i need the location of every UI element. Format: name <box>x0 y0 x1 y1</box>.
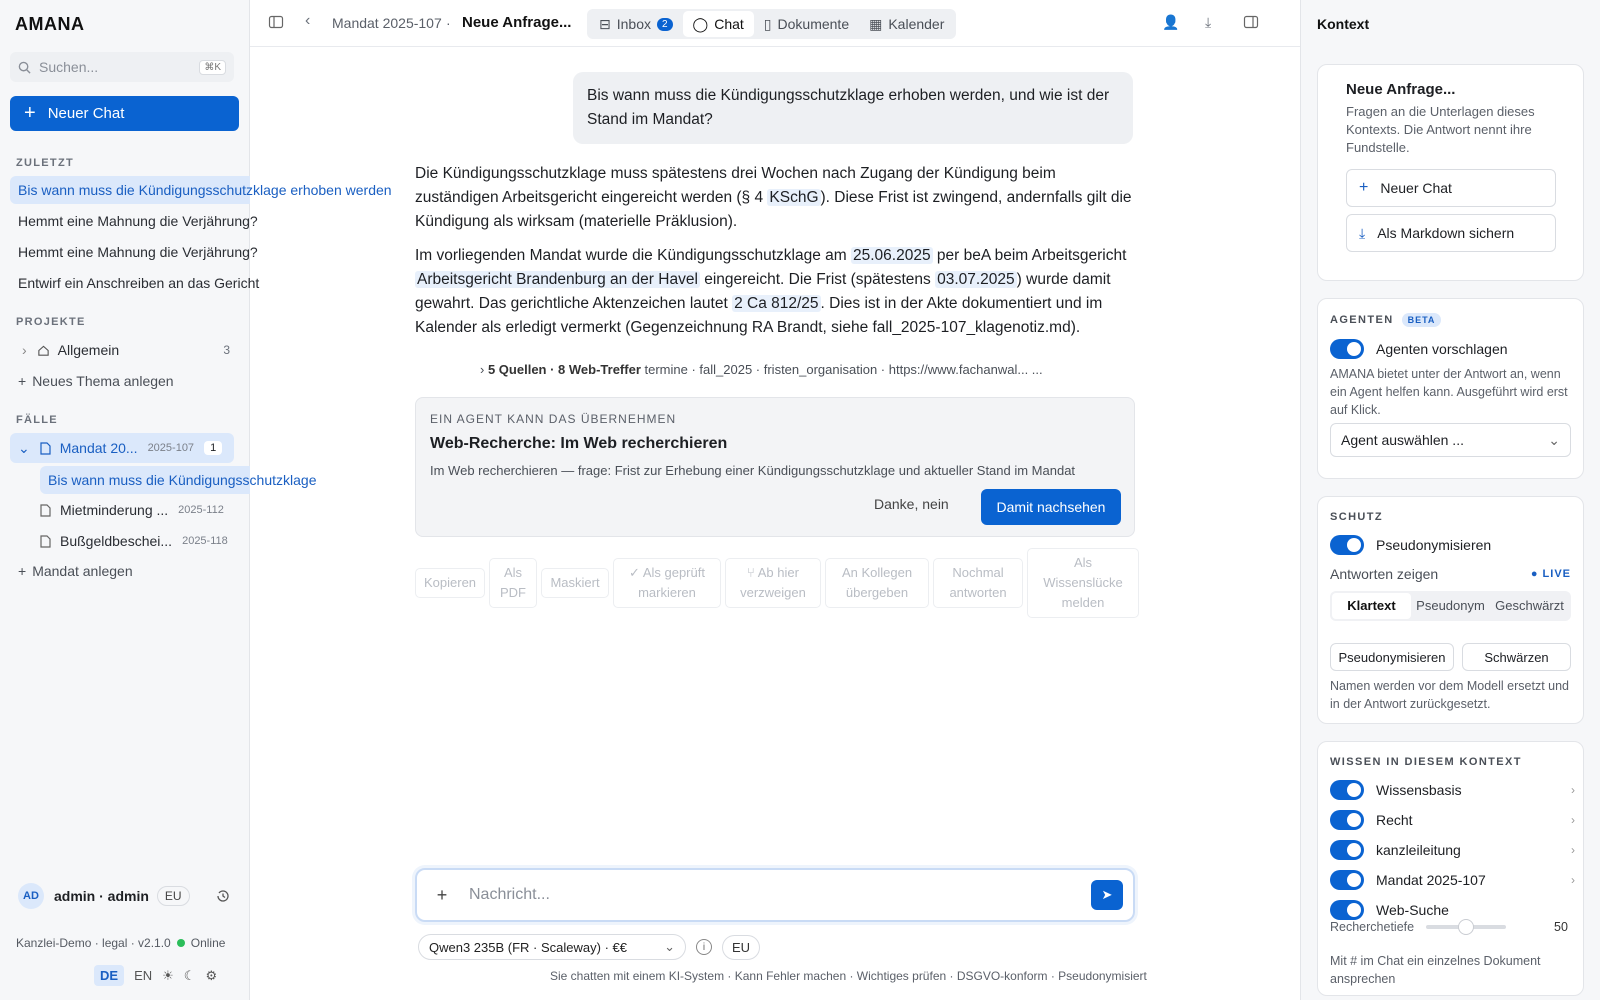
page-title: Neue Anfrage... <box>462 14 572 31</box>
context-title: Kontext <box>1317 16 1370 32</box>
case-code: 2025-107 <box>147 442 195 454</box>
pdf-button[interactable]: Als PDF <box>489 558 537 608</box>
case-item-2025-112[interactable] <box>40 495 224 525</box>
chevron-right-icon[interactable]: › <box>1571 813 1575 827</box>
sources-count: 5 Quellen · 8 Web-Treffer <box>487 362 641 377</box>
answer-paragraph <box>415 244 1135 340</box>
case-subchat-item[interactable]: Bis wann muss die Kündigungsschutzklage <box>40 466 250 494</box>
add-case-label: Mandat anlegen <box>32 563 133 579</box>
pseudonymize-toggle-row <box>1330 535 1575 555</box>
chevron-down-icon: ⌄ <box>18 439 30 456</box>
agent-select[interactable] <box>1330 423 1571 457</box>
plus-icon: + <box>24 102 36 124</box>
tab-chat[interactable] <box>683 11 754 37</box>
mark-verified-button[interactable]: ✓ Als geprüft markieren <box>613 558 721 608</box>
agent-card-desc: Im Web recherchieren — frage: Frist zur Erhebung einer Kündigungsschutzklage und aktueller Stand im Mandat <box>430 463 1076 478</box>
model-row <box>418 934 760 960</box>
knowledge-toggle[interactable] <box>1330 780 1364 800</box>
inbox-icon: ⊟ <box>599 15 611 32</box>
recent-chat-item[interactable]: Bis wann muss die Kündigungsschutzklage erhoben werden <box>10 176 250 204</box>
chevron-right-icon[interactable]: › <box>1571 873 1575 887</box>
protection-desc: Namen werden vor dem Modell ersetzt und in der Antwort zurückgesetzt. <box>1330 679 1570 711</box>
sources-list: termine · fall_2025 · fristen_organisation · https://www.fachanwal... ... <box>644 362 1043 377</box>
copy-button[interactable]: Kopieren <box>415 568 485 598</box>
breadcrumb[interactable]: Mandat 2025-107 <box>332 15 442 31</box>
case-item-2025-118[interactable] <box>40 526 228 556</box>
case-code: 2025-112 <box>178 504 224 516</box>
segment-plaintext[interactable]: Klartext <box>1332 593 1411 619</box>
save-markdown-button[interactable] <box>1346 214 1556 252</box>
region-badge: EU <box>157 886 190 906</box>
knowledge-toggle[interactable] <box>1330 840 1364 860</box>
pseudonymize-toggle[interactable] <box>1330 535 1364 555</box>
lang-en[interactable]: EN <box>134 968 153 983</box>
web-search-toggle[interactable] <box>1330 900 1364 920</box>
recent-section-label: ZULETZT <box>16 157 74 169</box>
view-tabs <box>587 9 956 39</box>
footer-meta <box>16 936 225 950</box>
knowledge-row <box>1330 780 1575 800</box>
accept-agent-button[interactable]: Damit nachsehen <box>981 489 1121 525</box>
add-topic-label: Neues Thema anlegen <box>32 373 174 389</box>
regenerate-button[interactable]: Nochmal antworten <box>933 558 1023 608</box>
calendar-icon: ▦ <box>869 15 883 32</box>
chevron-down-icon: ⌄ <box>664 939 675 954</box>
answer-text: per beA beim Arbeitsgericht <box>932 247 1127 264</box>
citation-highlight[interactable]: KSchG <box>769 189 819 206</box>
document-icon: ▯ <box>763 15 772 32</box>
knowledge-row <box>1330 810 1575 830</box>
avatar[interactable]: AD <box>18 883 44 909</box>
redact-button[interactable]: Schwärzen <box>1462 643 1571 671</box>
breadcrumb-separator: · <box>446 15 451 31</box>
add-case-button[interactable] <box>18 563 133 579</box>
search-placeholder: Suchen... <box>39 59 99 75</box>
knowledge-label: Web-Suche <box>1376 902 1449 918</box>
chevron-right-icon: › <box>22 342 27 358</box>
masked-button[interactable]: Maskiert <box>541 568 609 598</box>
chevron-right-icon: › <box>480 362 485 377</box>
tab-label: Chat <box>714 16 744 32</box>
chevron-right-icon[interactable]: › <box>1571 783 1575 797</box>
protection-section-label: SCHUTZ <box>1330 511 1384 523</box>
moon-icon[interactable]: ☾ <box>183 967 196 983</box>
lang-de[interactable]: DE <box>94 965 124 986</box>
live-indicator: ● LIVE <box>1530 568 1571 580</box>
slider-knob[interactable] <box>1458 919 1474 935</box>
tab-documents[interactable] <box>754 11 859 37</box>
knowledge-row <box>1330 840 1575 860</box>
model-name: Qwen3 235B (FR · Scaleway) · €€ <box>429 939 627 955</box>
send-icon: ➤ <box>1101 887 1113 902</box>
add-person-icon[interactable]: 👤 <box>1162 14 1180 30</box>
depth-value: 50 <box>1554 920 1568 934</box>
context-card-title: Neue Anfrage... <box>1346 81 1456 98</box>
agents-suggest-toggle[interactable] <box>1330 339 1364 359</box>
send-button[interactable] <box>1091 880 1123 910</box>
sun-icon[interactable]: ☀ <box>162 967 174 983</box>
file-icon <box>40 442 51 455</box>
knowledge-label: Recht <box>1376 812 1413 828</box>
add-topic-button[interactable] <box>18 373 174 389</box>
live-label: LIVE <box>1542 568 1571 580</box>
case-code: 2025-118 <box>182 535 228 547</box>
protection-card <box>1317 496 1584 724</box>
info-icon[interactable]: i <box>696 939 712 955</box>
knowledge-label: Wissensbasis <box>1376 782 1462 798</box>
project-item-allgemein[interactable] <box>18 337 230 363</box>
back-chevron-icon[interactable]: ‹ <box>305 12 311 29</box>
model-select[interactable] <box>418 934 686 960</box>
knowledge-toggle[interactable] <box>1330 870 1364 890</box>
citation-highlight[interactable]: 25.06.2025 <box>852 247 931 264</box>
answer-text: . Dies ist in der Akte dokumentiert und im Kalender als erledigt vermerkt (Gegenzeichnung RA Brandt, siehe fall_2025-107_klagenotiz.md). <box>415 295 1103 336</box>
history-icon[interactable] <box>216 889 230 903</box>
tab-label: Kalender <box>888 16 945 32</box>
download-icon: ⤓ <box>1359 224 1366 241</box>
handover-button[interactable]: An Kollegen übergeben <box>825 558 929 608</box>
agents-card <box>1317 298 1584 479</box>
tab-label: Dokumente <box>777 16 850 32</box>
pseudonymize-button[interactable]: Pseudonymisieren <box>1330 643 1454 671</box>
context-new-chat-button[interactable] <box>1346 169 1556 207</box>
plus-icon: + <box>1359 179 1369 196</box>
user-row <box>18 883 230 909</box>
segment-redacted[interactable]: Geschwärzt <box>1495 598 1564 613</box>
user-message: Bis wann muss die Kündigungsschutzklage erhoben werden, und wie ist der Stand im Mandat? <box>573 72 1133 144</box>
decline-button[interactable]: Danke, nein <box>874 496 949 512</box>
context-card <box>1317 64 1584 281</box>
agents-desc: AMANA bietet unter der Antwort an, wenn ein Agent helfen kann. Ausgeführt wird erst auf Klick. <box>1330 367 1568 417</box>
knowledge-section-label: WISSEN IN DIESEM KONTEXT <box>1330 756 1522 768</box>
tab-calendar[interactable] <box>859 11 954 37</box>
home-icon <box>37 344 50 357</box>
agents-section-label <box>1330 313 1441 327</box>
agent-select-value: Agent auswählen ... <box>1341 432 1464 448</box>
download-icon[interactable]: ⤓ <box>1205 14 1212 30</box>
toggle-label: Agenten vorschlagen <box>1376 341 1508 357</box>
agent-suggestion-card <box>415 397 1135 537</box>
case-name: Mandat 20... <box>59 440 138 456</box>
new-chat-button[interactable] <box>10 96 239 131</box>
tab-inbox[interactable] <box>589 11 683 37</box>
knowledge-toggle[interactable] <box>1330 810 1364 830</box>
project-name: Allgemein <box>57 342 120 358</box>
plus-icon: + <box>18 373 27 389</box>
answer-text: Die Kündigungsschutzklage muss spätestens drei Wochen nach Zugang der Kündigung beim zuständigen Arbeitsgericht eingereicht werden (§ 4 <box>415 165 1056 206</box>
message-input[interactable]: Nachricht... <box>469 886 550 903</box>
status-text: Online <box>190 936 226 950</box>
knowledge-row <box>1330 900 1575 920</box>
app-version: Kanzlei-Demo · legal · v2.1.0 <box>16 936 171 950</box>
agents-label: AGENTEN <box>1330 314 1394 326</box>
assistant-answer <box>415 162 1135 350</box>
branch-button[interactable]: ⑂ Ab hier verzweigen <box>725 558 821 608</box>
main-area <box>250 0 1300 1000</box>
case-item-2025-107[interactable] <box>10 433 234 463</box>
button-label: Neuer Chat <box>1380 180 1452 196</box>
citation-highlight[interactable]: 2 Ca 812/25 <box>734 295 819 312</box>
sources-toggle[interactable] <box>480 362 1043 377</box>
hash-hint: Mit # im Chat ein einzelnes Dokument ansprechen <box>1330 954 1541 986</box>
recent-chat-item[interactable]: Hemmt eine Mahnung die Verjährung? <box>18 244 258 260</box>
search-icon <box>18 61 31 74</box>
answer-view-segment <box>1330 591 1571 621</box>
panel-toggle-icon[interactable] <box>1243 14 1259 30</box>
search-input[interactable] <box>10 52 234 82</box>
agent-card-title: Web-Recherche: Im Web recherchieren <box>430 435 728 452</box>
message-actions <box>415 548 1139 618</box>
beta-badge: BETA <box>1402 313 1442 327</box>
segment-pseudonym[interactable]: Pseudonym <box>1416 598 1485 613</box>
ai-disclaimer: Sie chatten mit einem KI-System · Kann Fehler machen · Wichtiges prüfen · DSGVO-konform · Pseudonymisiert <box>550 969 1147 983</box>
agents-suggest-toggle-row <box>1330 339 1575 359</box>
brand-logo: AMANA <box>15 14 85 34</box>
button-label: Als Markdown sichern <box>1377 225 1515 241</box>
answer-text: ) wurde damit gewahrt. Das gerichtliche Aktenzeichen lautet <box>415 271 1111 312</box>
citation-highlight[interactable]: 03.07.2025 <box>937 271 1015 288</box>
answer-text: eingereicht. Die Frist (spätestens <box>699 271 936 288</box>
case-name: Bußgeldbeschei... <box>60 533 173 549</box>
file-icon <box>40 504 51 517</box>
inbox-count-badge: 2 <box>657 18 673 31</box>
depth-label: Recherchetiefe <box>1330 920 1415 934</box>
new-chat-label: Neuer Chat <box>47 105 125 122</box>
plus-icon: + <box>18 563 27 579</box>
chevron-right-icon[interactable]: › <box>1571 843 1575 857</box>
recent-chat-item[interactable]: Entwirf ein Anschreiben an das Gericht <box>18 275 260 291</box>
report-gap-button[interactable]: Als Wissenslücke melden <box>1027 548 1139 618</box>
agent-card-label: EIN AGENT KANN DAS ÜBERNEHMEN <box>430 412 677 426</box>
user-name: admin · admin <box>54 888 149 904</box>
answer-text: ). Diese Frist ist zwingend, andernfalls gilt die Kündigung als wirksam (materielle Präklusion). <box>415 189 1132 230</box>
projects-section-label: PROJEKTE <box>16 316 86 328</box>
case-badge: 1 <box>204 441 222 455</box>
sidebar-toggle-icon[interactable] <box>268 14 284 30</box>
context-card-desc: Fragen an die Unterlagen dieses Kontexts. Die Antwort nennt ihre Fundstelle. <box>1346 104 1535 155</box>
knowledge-row <box>1330 870 1575 890</box>
knowledge-card <box>1317 741 1584 996</box>
answers-show-label: Antworten zeigen <box>1330 566 1439 582</box>
project-count: 3 <box>223 343 230 357</box>
tab-label: Inbox <box>616 16 651 32</box>
chat-bubble-icon: ◯ <box>692 15 709 32</box>
file-icon <box>40 535 51 548</box>
context-panel <box>1300 0 1600 1000</box>
chevron-down-icon: ⌄ <box>1548 431 1560 448</box>
language-switch <box>94 965 217 986</box>
recent-chat-item[interactable]: Hemmt eine Mahnung die Verjährung? <box>18 213 258 229</box>
topbar <box>250 0 1300 47</box>
message-composer <box>415 868 1135 922</box>
knowledge-label: kanzleileitung <box>1376 842 1461 858</box>
attach-plus-icon[interactable]: + <box>436 884 448 905</box>
cases-section-label: FÄLLE <box>16 414 58 426</box>
answer-paragraph <box>415 162 1135 234</box>
answer-text: Im vorliegenden Mandat wurde die Kündigungsschutzklage am <box>415 247 851 264</box>
search-shortcut: ⌘K <box>199 60 226 75</box>
gear-icon[interactable]: ⚙ <box>205 967 218 983</box>
knowledge-label: Mandat 2025-107 <box>1376 872 1486 888</box>
case-name: Mietminderung ... <box>60 502 169 518</box>
region-badge[interactable]: EU <box>722 935 760 960</box>
online-dot-icon <box>177 939 185 947</box>
citation-highlight[interactable]: Arbeitsgericht Brandenburg an der Havel <box>417 271 698 288</box>
depth-slider[interactable] <box>1426 925 1506 929</box>
toggle-label: Pseudonymisieren <box>1376 537 1492 553</box>
